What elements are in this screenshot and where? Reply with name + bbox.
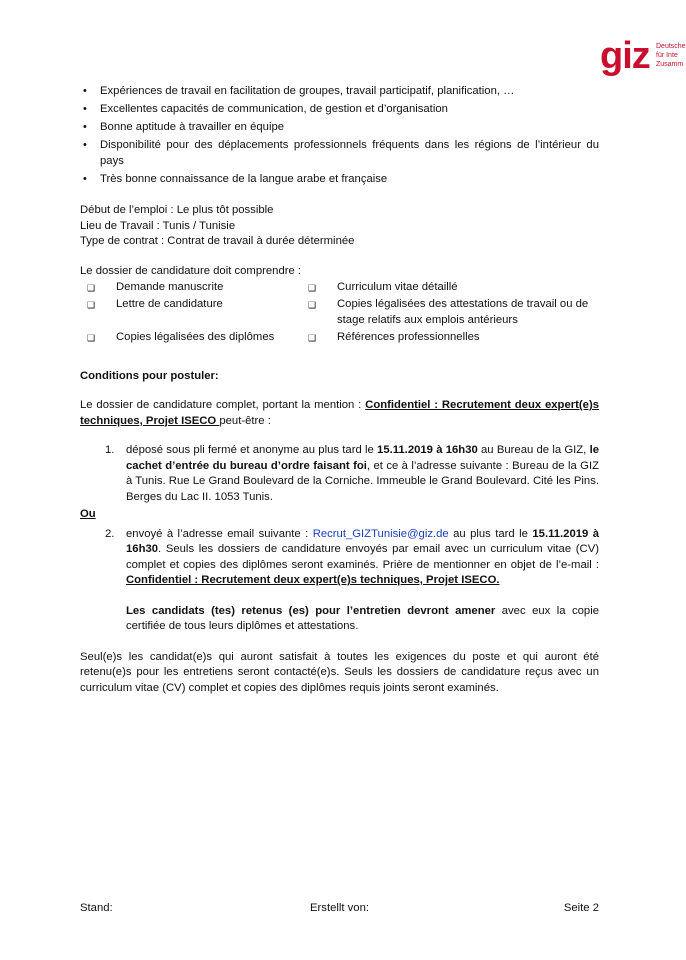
requirements-list	[80, 84, 599, 187]
email-subject-mention: Confidentiel : Recrutement deux expert(e)s techniques, Projet ISECO.	[126, 574, 500, 586]
page-footer	[80, 902, 599, 916]
conditions-intro	[80, 398, 599, 429]
checkbox-icon: ❑	[87, 300, 96, 310]
job-start: Début de l’emploi : Le plus tôt possible	[80, 204, 274, 216]
application-option-1	[80, 443, 599, 505]
checkbox-icon: ❑	[308, 332, 317, 343]
footer-stand: Stand:	[80, 902, 113, 914]
final-paragraph: Seul(e)s les candidat(e)s qui auront satisfait à toutes les exigences du poste et qui auront été retenu(e)s pour les entretiens seront contacté(e)s. Seuls les dossiers de candidature reçus avec un curriculum vitae (CV) complet et copies des diplômes requis joints seront examinés.	[80, 650, 599, 694]
step-number: 1.	[105, 444, 115, 456]
checklist-item	[301, 297, 599, 328]
logo-sub-line-1: Deutsche	[656, 43, 686, 50]
giz-logo-wordmark: giz	[600, 35, 650, 77]
checklist-item-label: Copies légalisées des diplômes	[116, 330, 275, 343]
conditions-mention: Confidentiel : Recrutement deux expert(e)s techniques, Projet ISECO	[80, 399, 599, 427]
step2-text-1: envoyé à l’adresse email suivante :	[126, 527, 313, 540]
step1-text-3: , et ce à l’adresse suivante	[366, 459, 503, 472]
checklist-item	[80, 280, 301, 296]
job-location: Lieu de Travail : Tunis / Tunisie	[80, 219, 236, 232]
step-number: 2.	[105, 527, 115, 540]
contract-type: Type de contrat : Contrat de travail à durée déterminée	[80, 235, 355, 247]
candidates-note-rest: avec eux la copie certifiée de tous leurs diplômes et attestations.	[126, 604, 599, 632]
email-link[interactable]: Recrut_GIZTunisie@giz.de	[312, 527, 449, 540]
checklist-item-label: Curriculum vitae détaillé	[337, 281, 458, 293]
deadline-date: 15.11.2019 à 16h30	[377, 444, 478, 456]
list-item: • Disponibilité pour des déplacements professionnels fréquents dans les régions de l’intérieur du pays	[80, 138, 599, 169]
office-address: : Bureau de la GIZ à Tunis. Rue Le Grand Boulevard de la Corniche. Immeuble le Grand Boulevard. Cité les Pins. Berges du Lac II. 1053 Tunis.	[126, 459, 599, 503]
conditions-intro-text: Le dossier de candidature complet, portant la mention :	[80, 399, 366, 411]
checkbox-icon: ❑	[87, 283, 96, 293]
candidates-note-bold: Les candidats (tes) retenus (es) pour l’entretien devront amener	[126, 604, 496, 617]
checklist-item-label: Références professionnelles	[337, 330, 480, 343]
conditions-title: Conditions pour postuler:	[80, 369, 219, 382]
dossier-intro: Le dossier de candidature doit comprendre :	[80, 264, 302, 277]
checklist-item	[80, 297, 301, 328]
checklist-item	[80, 330, 301, 346]
checklist-item-label: Demande manuscrite	[116, 281, 224, 293]
checklist-item	[301, 330, 599, 346]
footer-created-by: Erstellt von:	[310, 902, 370, 914]
checklist-item-label: Copies légalisées des attestations de travail ou de stage relatifs aux emplois antérieurs	[337, 298, 589, 326]
checkbox-icon: ❑	[87, 332, 96, 343]
list-item: • Excellentes capacités de communication, de gestion et d’organisation	[80, 102, 599, 118]
checkbox-icon: ❑	[308, 283, 317, 293]
giz-logo-subtitle	[656, 42, 686, 69]
document-body	[80, 84, 599, 696]
list-item: • Bonne aptitude à travailler en équipe	[80, 120, 599, 136]
job-info	[80, 203, 599, 250]
step1-text-2: au Bureau de la GIZ,	[477, 444, 590, 456]
step2-text-2: au plus tard le	[448, 527, 533, 540]
step2-text-3: . Seuls les dossiers de candidature envoyés par email avec un curriculum vitae (CV) complet et copies des diplômes seront examinés. Prière de mentionner en objet de l’e-mail :	[126, 543, 599, 571]
conditions-intro-end: peut-être :	[219, 414, 271, 427]
checkbox-icon: ❑	[308, 300, 317, 310]
or-separator: Ou	[80, 508, 96, 520]
logo-sub-line-2: für Inte	[656, 52, 678, 59]
checklist-item-label: Lettre de candidature	[116, 298, 223, 310]
deadline-date: 15.11.2019 à 16h30	[126, 527, 599, 555]
dossier-checklist	[80, 280, 599, 347]
footer-page-number: Seite 2	[563, 902, 599, 914]
logo-sub-line-3: Zusamm	[656, 61, 684, 68]
cachet-note: le cachet d’entrée du bureau d’ordre faisant foi	[126, 444, 599, 472]
step1-text-1: déposé sous pli fermé et anonyme au plus tard le	[126, 444, 378, 456]
list-item: • Très bonne connaissance de la langue arabe et française	[80, 172, 599, 188]
checklist-item	[301, 280, 599, 296]
application-option-2	[80, 527, 599, 589]
list-item: • Expériences de travail en facilitation de groupes, travail participatif, planification, …	[80, 84, 599, 100]
giz-logo	[598, 35, 686, 78]
candidates-note	[80, 604, 599, 635]
